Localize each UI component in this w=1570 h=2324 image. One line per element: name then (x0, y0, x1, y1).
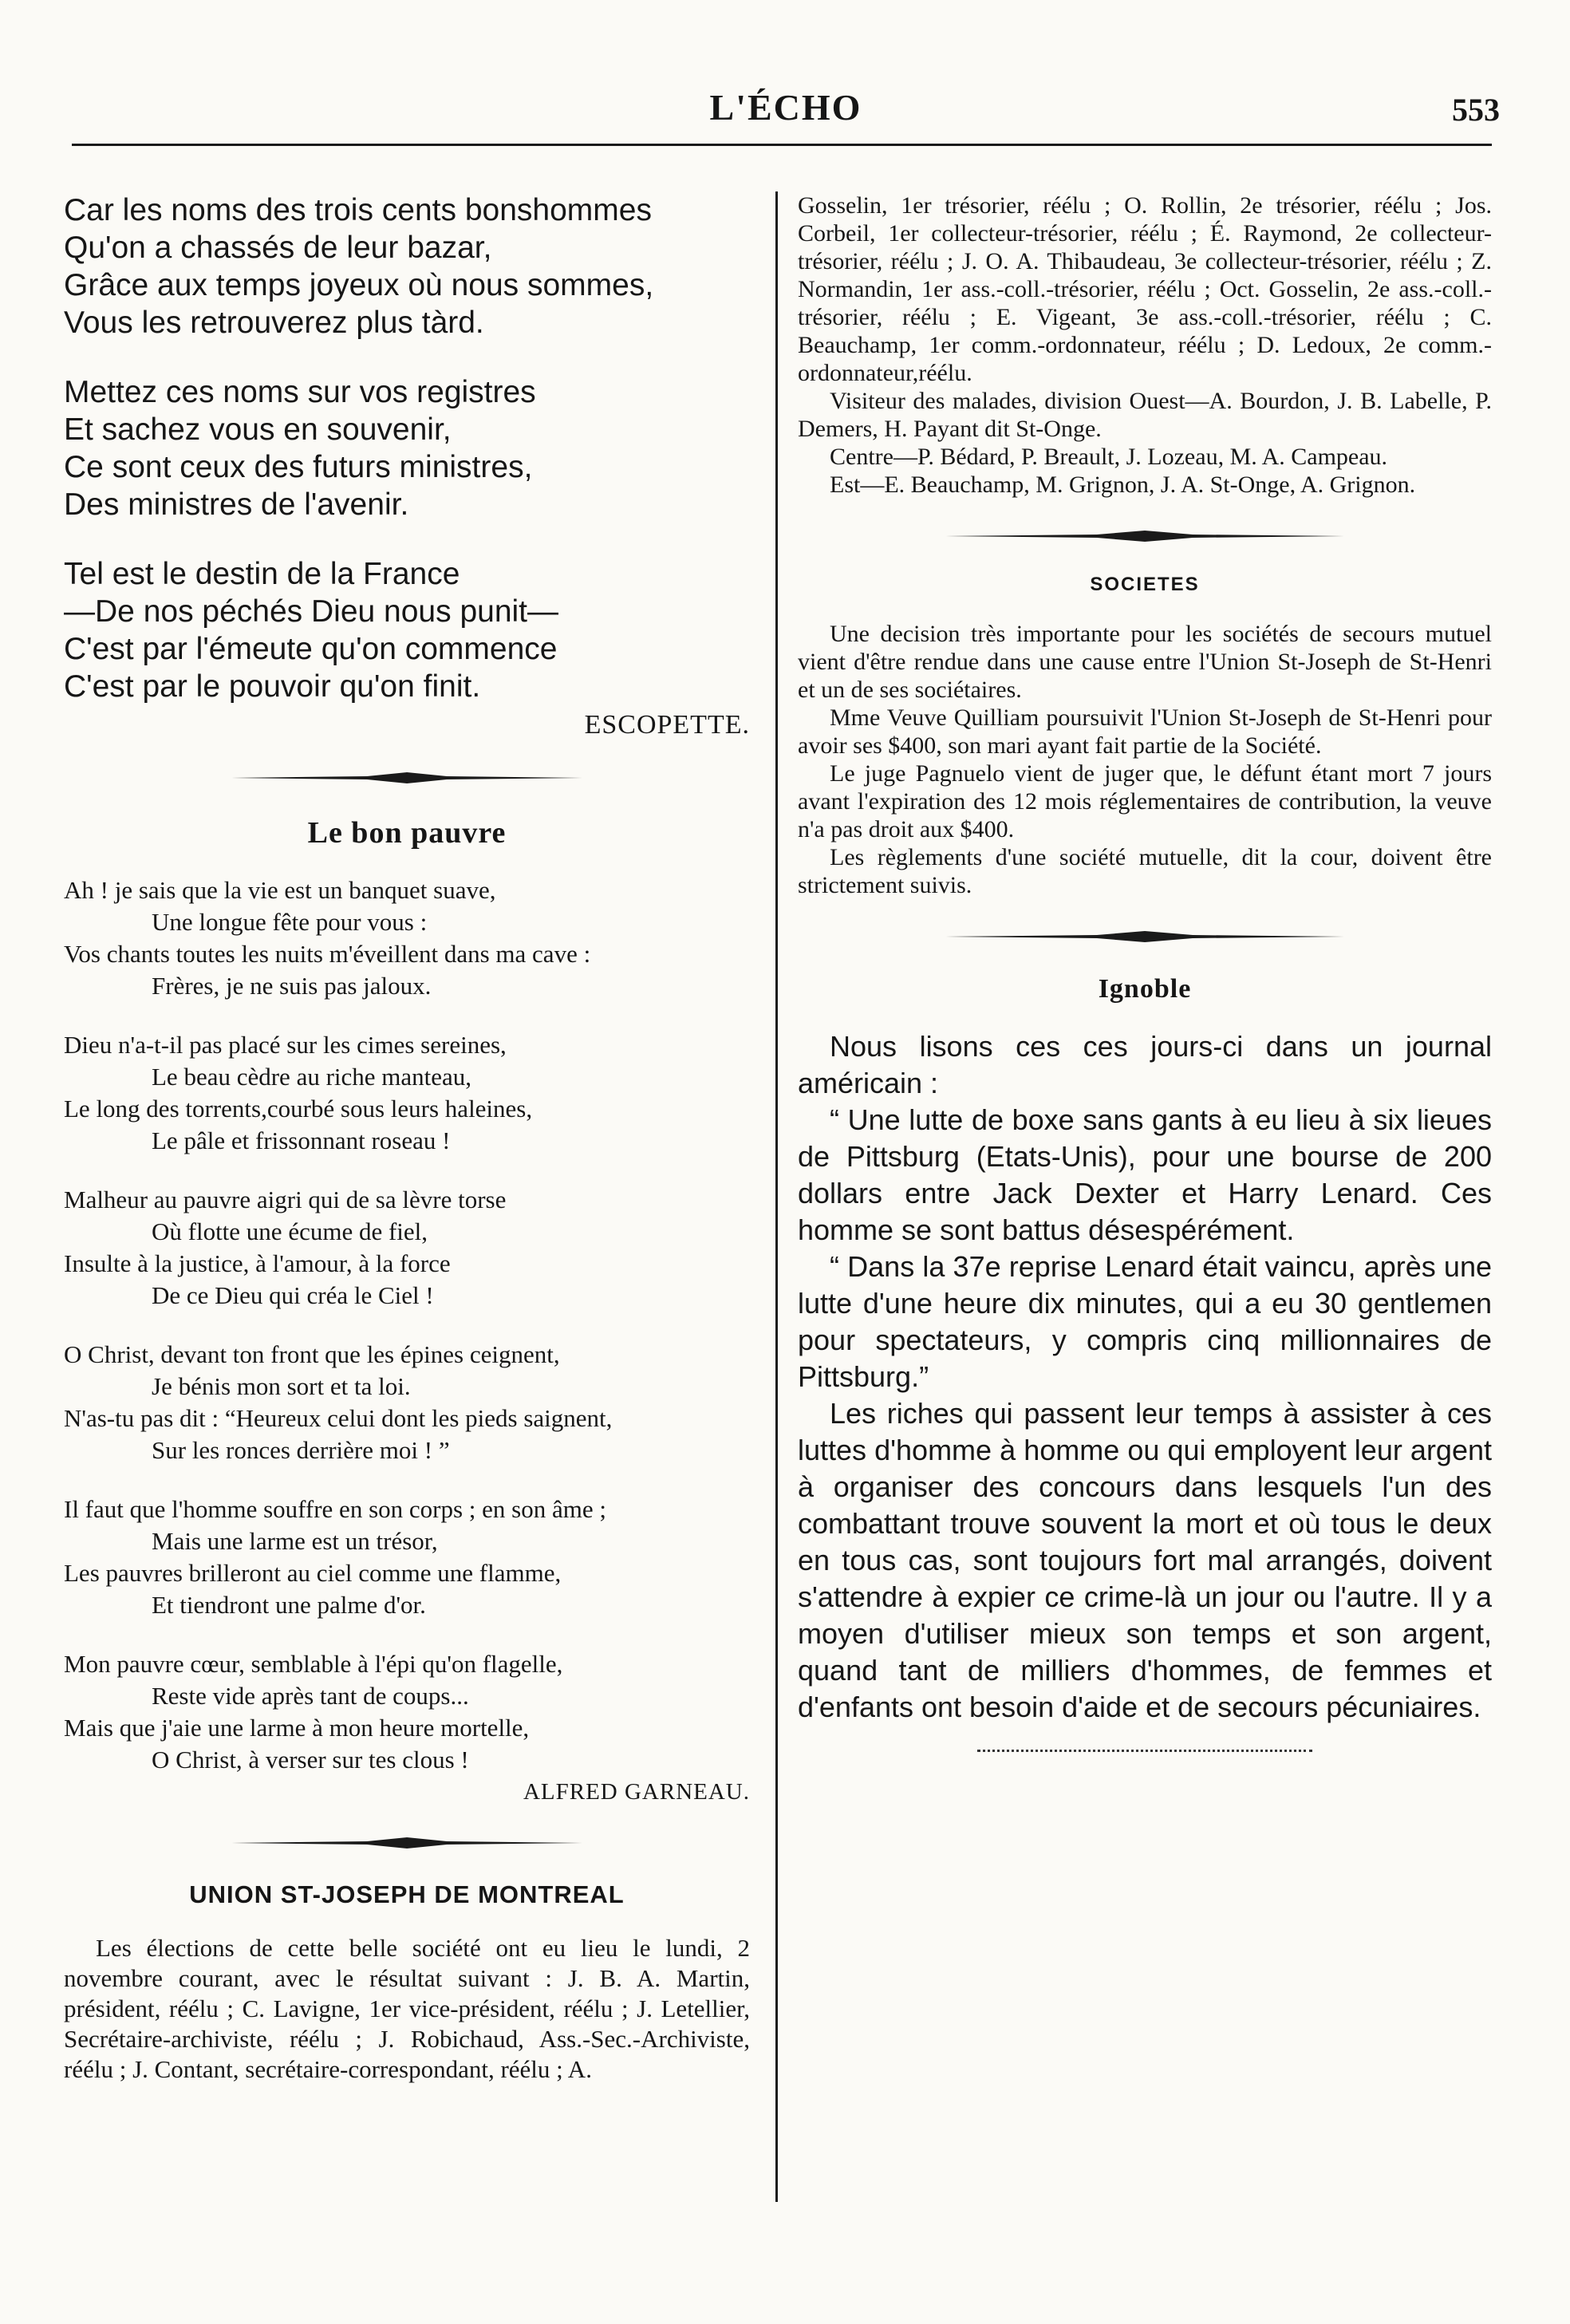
poem-line: Le beau cèdre au riche manteau, (152, 1063, 472, 1091)
poem-line: C'est par le pouvoir qu'on finit. (64, 669, 481, 704)
union-continuation: Gosselin, 1er trésorier, réélu ; O. Rollin, 2e trésorier, réélu ; Jos. Corbeil, 1er collecteur-trésorier, réélu ; É. Raymond, 2e collecteur-trésorier, réélu ; J. O. A. Thibaudeau, 3e collecteur-trésorier, réélu ; Z. Normandin, 1er ass.-coll.-trésorier, réélu ; Oct. Gosselin, 2e ass.-coll.-trésorier, réélu ; E. Vigeant, 3e ass.-coll.-trésorier, réélu ; C. Beauchamp, 1er comm.-ordonnateur, réélu ; D. Ledoux, 2e comm.-ordonnateur,réélu. (798, 192, 1492, 386)
left-column (64, 191, 750, 2085)
poem-line: Il faut que l'homme souffre en son corps ; en son âme ; (64, 1495, 606, 1523)
poem-line: Vous les retrouverez plus tàrd. (64, 306, 484, 340)
poem-line: O Christ, à verser sur tes clous ! (152, 1746, 469, 1774)
end-rule (977, 1750, 1312, 1752)
poem-line: Des ministres de l'avenir. (64, 487, 409, 522)
column-divider (775, 191, 778, 2202)
ignoble-paragraph: Les riches qui passent leur temps à assister à ces luttes d'homme à homme ou qui employent leur argent à organiser des concours dans lesquels l'un des combattant trouve souvent la mort et où tous le deux en tous cas, sont toujours fort mal arrangés, doivent s'attendre à expier ce crime-là un jour ou l'autre. Il y a moyen d'utiliser mieux son temps et son argent, quand tant de milliers d'hommes, de femmes et d'enfants ont besoin d'aide et de secours pécuniaires. (798, 1397, 1492, 1723)
poem-line: Ce sont ceux des futurs ministres, (64, 450, 533, 484)
societes-paragraph: Une decision très importante pour les sociétés de secours mutuel vient d'être rendue dans une cause entre l'Union St-Joseph de St-Henri et un de ses sociétaires. (798, 621, 1492, 703)
poem-line: Une longue fête pour vous : (152, 908, 428, 936)
poem-line: —De nos péchés Dieu nous punit— (64, 594, 559, 629)
poem-line: Où flotte une écume de fiel, (152, 1217, 428, 1245)
poem-line: Je bénis mon sort et ta loi. (152, 1372, 411, 1400)
poem-line: Mais une larme est un trésor, (152, 1527, 438, 1555)
societes-paragraph: Les règlements d'une société mutuelle, dit la cour, doivent être strictement suivis. (798, 844, 1492, 898)
ornament-divider (231, 772, 582, 783)
societes-paragraph: Mme Veuve Quilliam poursuivit l'Union St-Joseph de St-Henri pour avoir ses $400, son mari ayant fait partie de la Société. (798, 704, 1492, 759)
poem-line: Dieu n'a-t-il pas placé sur les cimes sereines, (64, 1031, 507, 1059)
section-title-societes: SOCIETES (1090, 574, 1200, 595)
poem-stanza (64, 555, 750, 705)
poem-line: Insulte à la justice, à l'amour, à la force (64, 1249, 451, 1277)
poem-line: Le long des torrents,courbé sous leurs haleines, (64, 1095, 533, 1123)
poem-stanza (64, 373, 750, 523)
union-visitors-west: Visiteur des malades, division Ouest—A. Bourdon, J. B. Labelle, P. Demers, H. Payant dit St-Onge. (798, 388, 1492, 442)
poem-line: Et tiendront une palme d'or. (152, 1591, 426, 1619)
union-visitors-centre: Centre—P. Bédard, P. Breault, J. Lozeau, M. A. Campeau. (830, 444, 1388, 470)
poem-line: Mettez ces noms sur vos registres (64, 375, 536, 409)
poem-line: C'est par l'émeute qu'on commence (64, 632, 558, 666)
section-title-union: UNION ST-JOSEPH DE MONTREAL (189, 1880, 625, 1908)
page-header (72, 86, 1500, 134)
header-rule (72, 144, 1492, 146)
ignoble-paragraph: Nous lisons ces ces jours-ci dans un journal américain : (798, 1030, 1492, 1099)
poem-signature: ALFRED GARNEAU. (523, 1779, 750, 1805)
poem-bon-pauvre (64, 874, 750, 1805)
poem-stanza (64, 191, 750, 341)
journal-title: L'ÉCHO (709, 87, 862, 128)
poem-line: Mon pauvre cœur, semblable à l'épi qu'on flagelle, (64, 1650, 563, 1678)
poem-line: Le pâle et frissonnant roseau ! (152, 1126, 451, 1154)
poem-line: Malheur au pauvre aigri qui de sa lèvre torse (64, 1186, 507, 1213)
poem-line: Grâce aux temps joyeux où nous sommes, (64, 268, 654, 302)
poem-stanza (64, 1493, 750, 1621)
union-text: Les élections de cette belle société ont eu lieu le lundi, 2 novembre courant, avec le résultat suivant : J. B. A. Martin, président, réélu ; C. Lavigne, 1er vice-président, réélu ; J. Letellier, Secrétaire-archiviste, réélu ; J. Robichaud, Ass.-Sec.-Archiviste, réélu ; J. Contant, secrétaire-correspondant, réélu ; A. (64, 1934, 750, 2083)
ignoble-paragraph: “ Une lutte de boxe sans gants à eu lieu à six lieues de Pittsburg (Etats-Unis), pour une bourse de 200 dollars entre Jack Dexter et Harry Lenard. Ces homme se sont battus désespérément. (798, 1103, 1492, 1246)
poem-line: Les pauvres brilleront au ciel comme une flamme, (64, 1559, 562, 1587)
poem-line: Vos chants toutes les nuits m'éveillent dans ma cave : (64, 940, 591, 968)
ignoble-paragraph: “ Dans la 37e reprise Lenard était vaincu, après une lutte d'une heure dix minutes, qui a eu 30 gentlemen pour spectateurs, y compris cinq millionnaires de Pittsburg.” (798, 1250, 1492, 1393)
ornament-divider (945, 531, 1344, 542)
poem-line: Sur les ronces derrière moi ! ” (152, 1436, 450, 1464)
union-visitors-est: Est—E. Beauchamp, M. Grignon, J. A. St-Onge, A. Grignon. (830, 472, 1416, 498)
societes-paragraph: Le juge Pagnuelo vient de juger que, le défunt étant mort 7 jours avant l'expiration des 12 mois réglementaires de contribution, la veuve n'a pas droit aux $400. (798, 760, 1492, 842)
poem-stanza (64, 874, 750, 1002)
poem-line: Car les noms des trois cents bonshommes (64, 193, 652, 227)
section-title-ignoble: Ignoble (1098, 974, 1192, 1004)
poem-line: Frères, je ne suis pas jaloux. (152, 972, 432, 1000)
poem-line: Qu'on a chassés de leur bazar, (64, 231, 492, 265)
poem-stanza (64, 1339, 750, 1466)
ornament-divider (945, 931, 1344, 942)
poem-line: Mais que j'aie une larme à mon heure mortelle, (64, 1714, 530, 1742)
page-number: 553 (1452, 92, 1500, 128)
poem-line: De ce Dieu qui créa le Ciel ! (152, 1281, 434, 1309)
poem-signature: ESCOPETTE. (584, 710, 750, 740)
poem-line: Ah ! je sais que la vie est un banquet suave, (64, 876, 496, 904)
poem-line: O Christ, devant ton front que les épines ceignent, (64, 1340, 560, 1368)
right-column (798, 191, 1492, 1752)
poem-stanza (64, 1184, 750, 1312)
poem-stanza (64, 1029, 750, 1157)
poem-title: Le bon pauvre (307, 816, 507, 850)
poem-line: N'as-tu pas dit : “Heureux celui dont les pieds saignent, (64, 1404, 613, 1432)
poem-stanza (64, 1648, 750, 1776)
poem-line: Reste vide après tant de coups... (152, 1682, 469, 1710)
ornament-divider (231, 1837, 582, 1849)
poem-escopette (64, 191, 750, 740)
poem-line: Tel est le destin de la France (64, 557, 460, 591)
poem-line: Et sachez vous en souvenir, (64, 412, 452, 447)
